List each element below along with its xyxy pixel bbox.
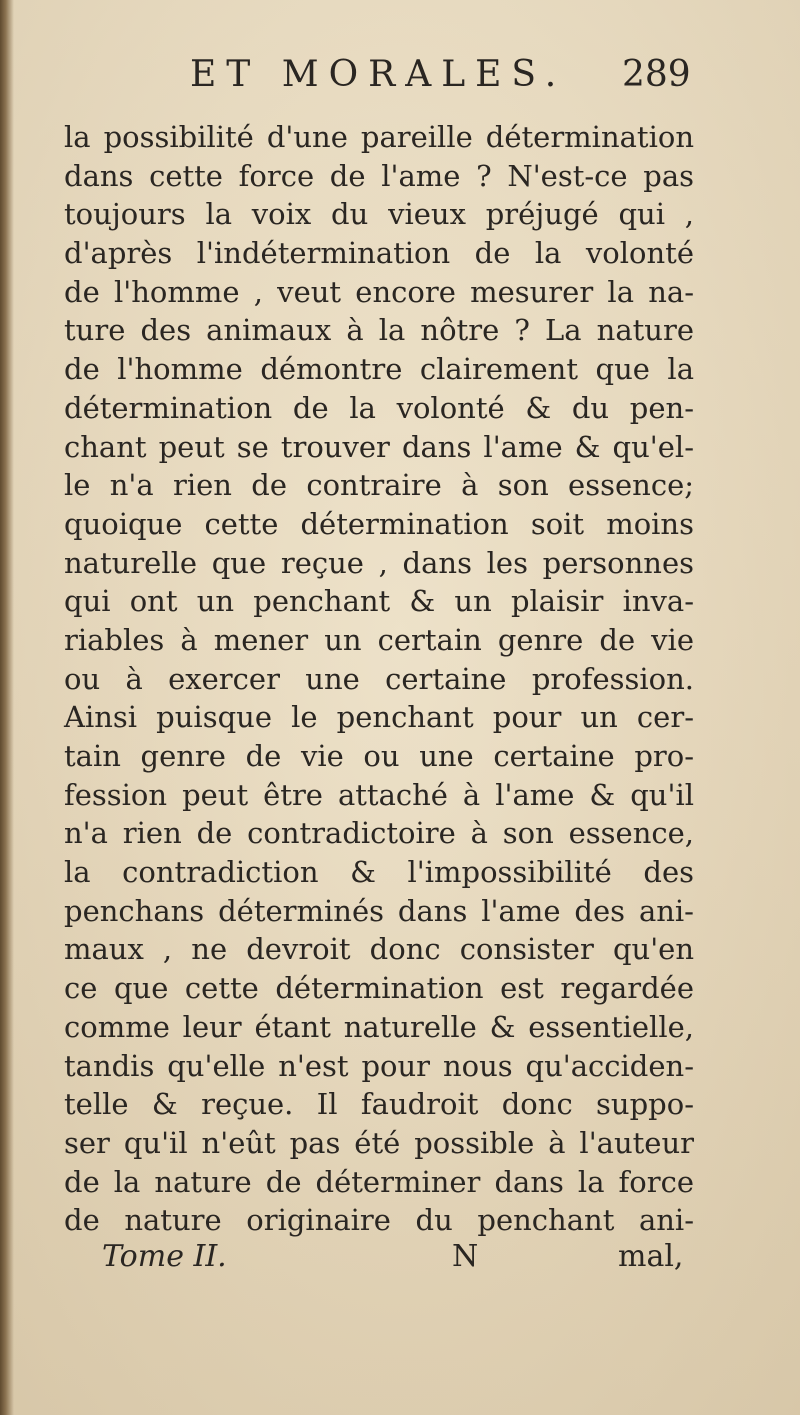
text-line: telle & reçue. Il faudroit donc suppo-: [64, 1087, 694, 1122]
text-line: riables à mener un certain genre de vie: [64, 622, 694, 657]
page-footer: [0, 1235, 800, 1285]
text-line: de l'homme démontre clairement que la: [64, 352, 694, 387]
body-text: [64, 118, 694, 1240]
text-line: le n'a rien de contraire à son essence;: [64, 468, 694, 503]
text-line: qui ont un penchant & un plaisir inva-: [64, 584, 694, 619]
text-line: penchans déterminés dans l'ame des ani-: [64, 893, 694, 928]
page-gutter-edge: [0, 0, 14, 1415]
text-line: toujours la voix du vieux préjugé qui ,: [64, 197, 694, 232]
text-line: de l'homme , veut encore mesurer la na-: [64, 274, 694, 309]
text-line: quoique cette détermination soit moins: [64, 506, 694, 541]
text-line: ou à exercer une certaine profession.: [64, 661, 694, 696]
text-line: de la nature de déterminer dans la force: [64, 1164, 694, 1199]
page-number: 289: [622, 54, 691, 95]
text-line: ce que cette détermination est regardée: [64, 971, 694, 1006]
text-line: Ainsi puisque le penchant pour un cer-: [64, 700, 694, 735]
text-line: dans cette force de l'ame ? N'est-ce pas: [64, 158, 694, 193]
text-line: la possibilité d'une pareille détermination: [64, 120, 694, 154]
catchword: mal,: [618, 1239, 684, 1274]
running-head: ET MORALES.: [190, 54, 567, 95]
volume-label: Tome II.: [102, 1239, 227, 1274]
text-line: détermination de la volonté & du pen-: [64, 390, 694, 425]
text-line: de nature originaire du penchant ani-: [64, 1203, 694, 1238]
text-line: naturelle que reçue , dans les personnes: [64, 545, 694, 580]
text-line: ture des animaux à la nôtre ? La nature: [64, 313, 694, 348]
text-line: la contradiction & l'impossibilité des: [64, 855, 694, 890]
page-header: [0, 46, 800, 106]
text-line: n'a rien de contradictoire à son essence,: [64, 816, 694, 851]
text-line: d'après l'indétermination de la volonté: [64, 236, 694, 271]
text-line: fession peut être attaché à l'ame & qu'il: [64, 777, 694, 812]
text-line: tain genre de vie ou une certaine pro-: [64, 739, 694, 773]
signature-mark: N: [452, 1239, 479, 1274]
text-line: maux , ne devroit donc consister qu'en: [64, 932, 694, 967]
text-line: tandis qu'elle n'est pour nous qu'acciden-: [64, 1048, 694, 1083]
text-line: comme leur étant naturelle & essentielle,: [64, 1009, 694, 1044]
text-line: ser qu'il n'eût pas été possible à l'auteur: [64, 1125, 694, 1160]
text-line: chant peut se trouver dans l'ame & qu'el-: [64, 429, 694, 464]
